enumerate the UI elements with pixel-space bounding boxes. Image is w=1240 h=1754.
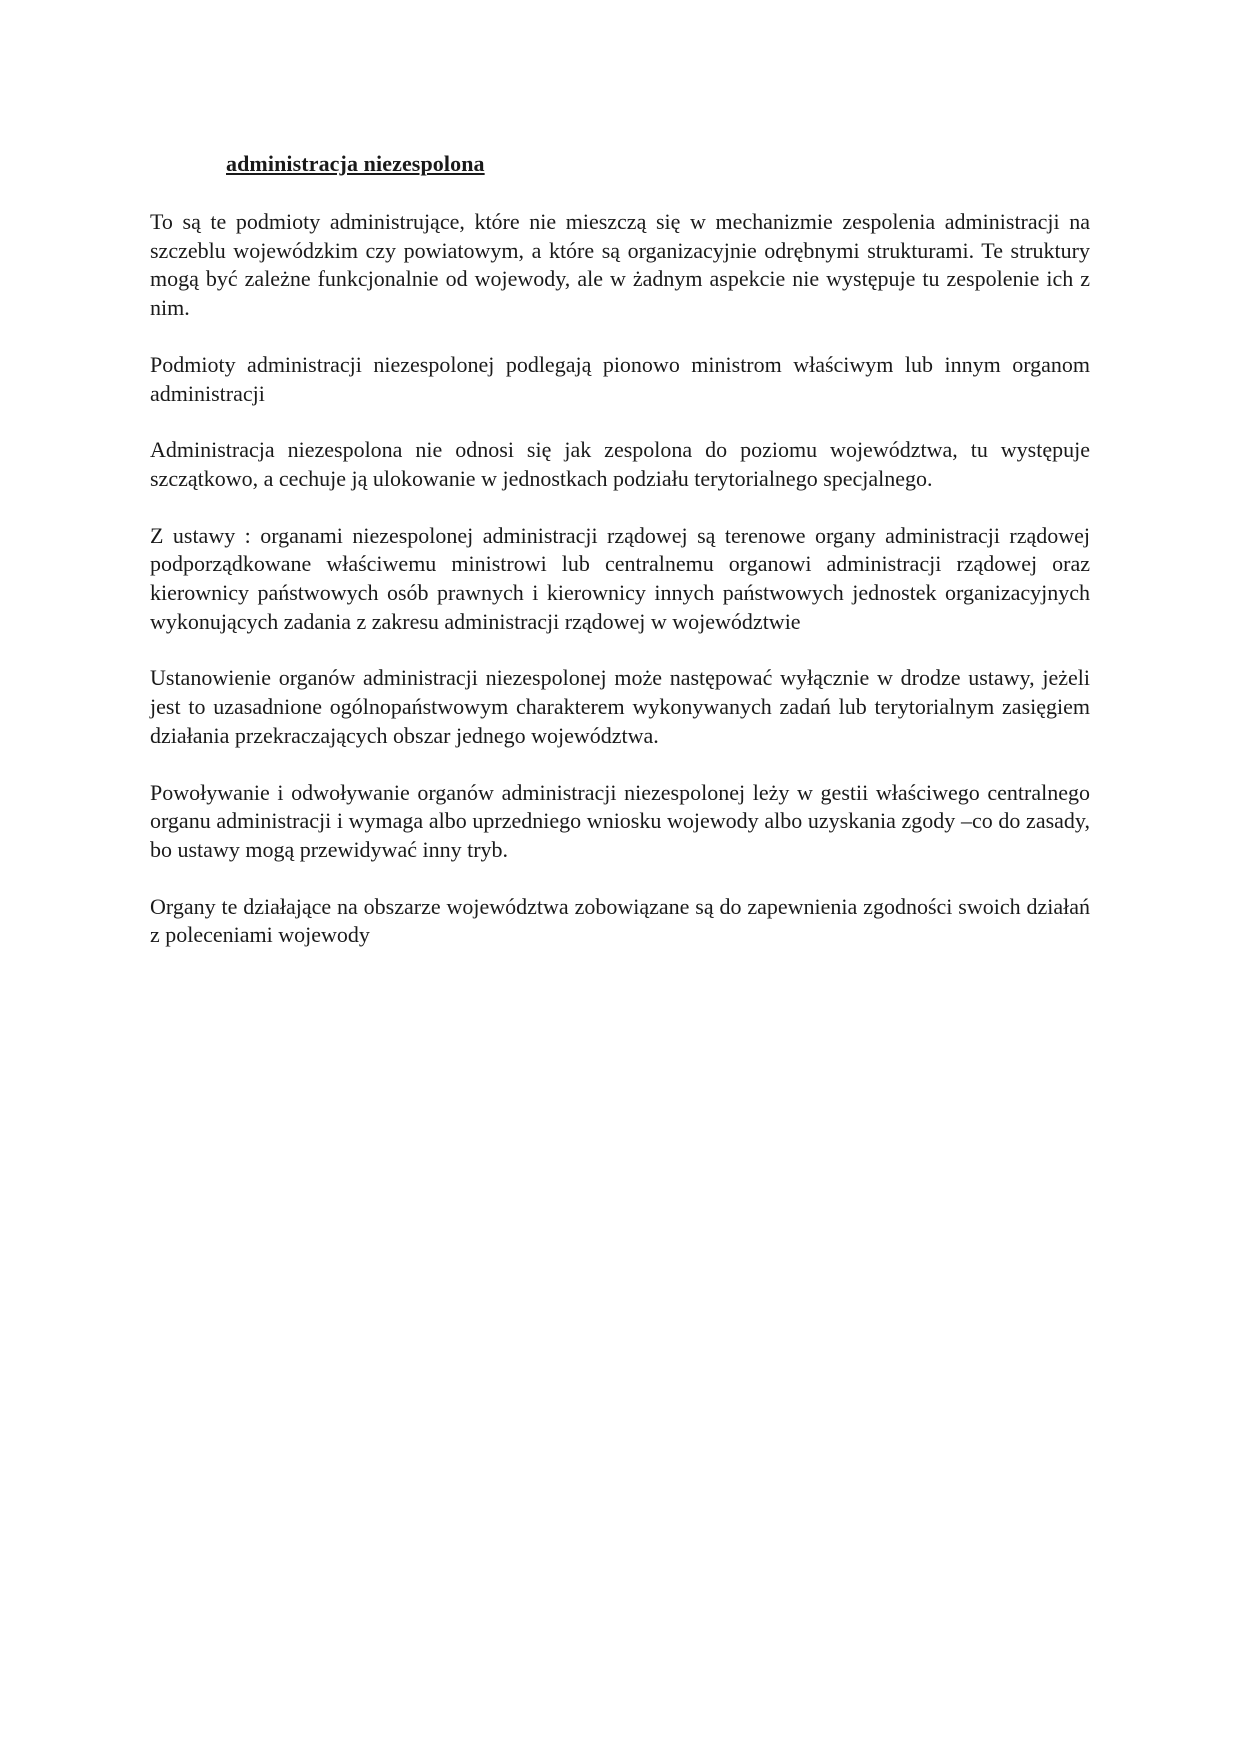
paragraph-statute-definition: Z ustawy : organami niezespolonej administracji rządowej są terenowe organy administracji rządowej podporządkowane właściwemu ministrowi lub centralnemu organowi administracji rządowej oraz kierownicy państwowych osób prawnych i kierownicy innych państwowych jednostek organizacyjnych wykonujących zadania z zakresu administracji rządowej w województwie bbox=[150, 522, 1090, 634]
paragraph-subordination: Podmioty administracji niezespolonej podlegają pionowo ministrom właściwym lub innym organom administracji bbox=[150, 351, 1090, 406]
document-body bbox=[150, 208, 1090, 978]
paragraph-compliance: Organy te działające na obszarze województwa zobowiązane są do zapewnienia zgodności swoich działań z poleceniami wojewody bbox=[150, 893, 1090, 948]
paragraph-appointment: Powoływanie i odwoływanie organów administracji niezespolonej leży w gestii właściwego centralnego organu administracji i wymaga albo uprzedniego wniosku wojewody albo uzyskania zgody –co do zasady, bo ustawy mogą przewidywać inny tryb. bbox=[150, 779, 1090, 862]
paragraph-establishment: Ustanowienie organów administracji niezespolonej może następować wyłącznie w drodze ustawy, jeżeli jest to uzasadnione ogólnopaństwowym charakterem wykonywanych zadań lub terytorialnym zasięgiem działania przekraczających obszar jednego województwa. bbox=[150, 665, 1090, 748]
document-title: administracja niezespolona bbox=[226, 151, 485, 176]
paragraph-territorial-level: Administracja niezespolona nie odnosi się jak zespolona do poziomu województwa, tu występuje szczątkowo, a cechuje ją ulokowanie w jednostkach podziału terytorialnego specjalnego. bbox=[150, 437, 1090, 491]
paragraph-definition: To są te podmioty administrujące, które nie mieszczą się w mechanizmie zespolenia administracji na szczeblu wojewódzkim czy powiatowym, a które są organizacyjnie odrębnymi strukturami. Te struktury mogą być zależne funkcjonalnie od wojewody, ale w żadnym aspekcie nie występuje tu zespolenie ich z nim. bbox=[150, 209, 1090, 321]
